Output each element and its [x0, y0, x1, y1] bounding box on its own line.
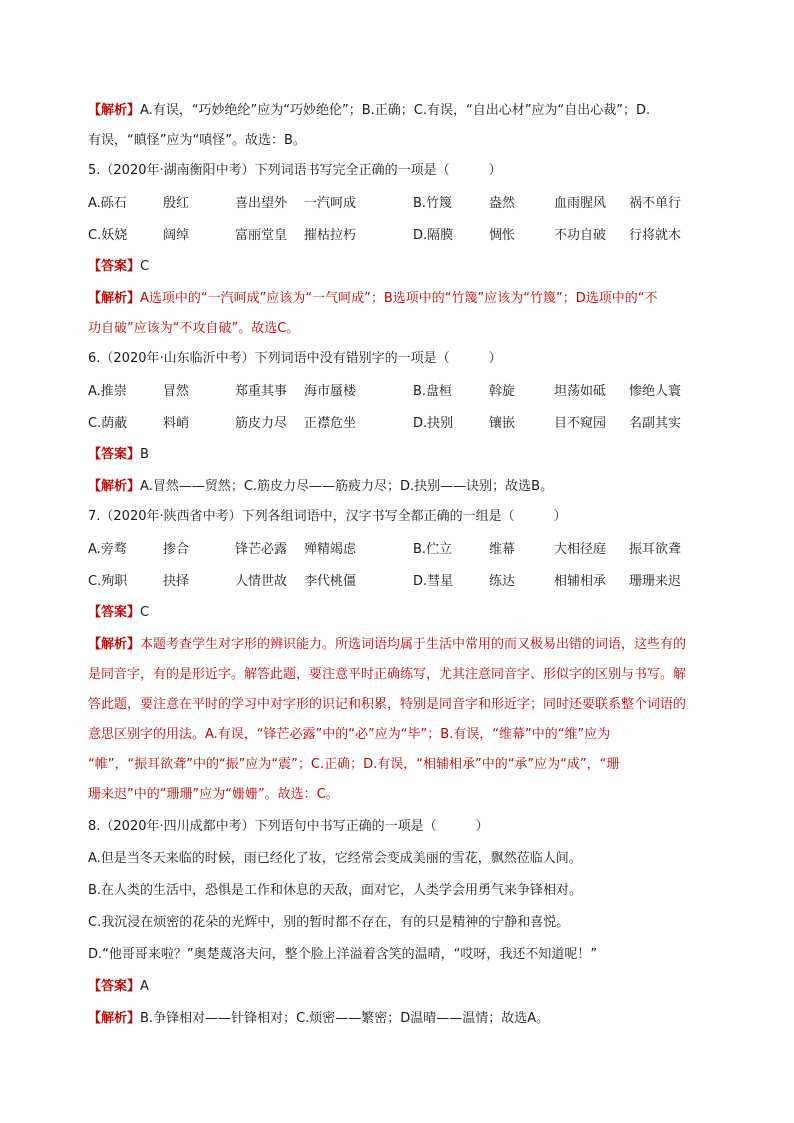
option-word: A.旁骛 [88, 542, 127, 557]
option-word: 斡旋 [489, 384, 516, 399]
answer-label: 【答案】 [88, 259, 141, 274]
option-word: 富丽堂皇 [235, 228, 288, 243]
option-word: 大相径庭 [554, 542, 607, 557]
analysis-label: 【解析】 [88, 103, 141, 118]
option-word: C.荫蔽 [88, 416, 128, 431]
question-8-option-d: D.“他哥哥来啦？”奥楚蔑洛夫问，整个脸上洋溢着含笑的温晴，“哎呀，我还不知道呢！” [88, 947, 598, 962]
option-word: 海市蜃楼 [304, 384, 357, 399]
option-word: 练达 [489, 574, 516, 589]
option-word: 维幕 [489, 542, 516, 557]
option-word: 阔绰 [163, 228, 190, 243]
analysis-q7-line-1: 【解析】本题考查学生对字形的辨识能力。所选词语均属于生活中常用的而又极易出错的词语，这些有的 [88, 637, 687, 652]
option-word: 李代桃僵 [304, 574, 357, 589]
analysis-label: 【解析】 [88, 479, 141, 494]
option-word: A.砾石 [88, 196, 127, 211]
option-word: 锋芒必露 [235, 542, 288, 557]
answer-q8: 【答案】A [88, 979, 149, 994]
option-word: C.妖娆 [88, 228, 128, 243]
analysis-q4-line-1: 【解析】A.有误，“巧妙绝纶”应为“巧妙绝伦”；B.正确；C.有误，“自出心材”应为“自出心裁”；D. [88, 103, 651, 118]
analysis-label: 【解析】 [88, 1011, 141, 1026]
option-word: 一汽呵成 [304, 196, 357, 211]
option-word: C.殉职 [88, 574, 128, 589]
option-word: 人情世故 [235, 574, 288, 589]
analysis-q7-line-4: 意思区别字的用法。A.有误，“锋芒必露”中的“必”应为“毕”；B.有误，“维幕”中的“维”应为 [88, 727, 611, 742]
option-word: D.彗星 [413, 574, 454, 589]
question-8-option-b: B.在人类的生活中，恐惧是工作和休息的天敌，面对它，人类学会用勇气来争锋相对。 [88, 883, 583, 898]
answer-q7: 【答案】C [88, 605, 150, 620]
option-word: 殚精竭虑 [304, 542, 357, 557]
question-6: 6.（2020年·山东临沂中考）下列词语中没有错别字的一项是（ ） [88, 351, 502, 366]
option-word: 振耳欲聋 [629, 542, 682, 557]
option-word: 血雨腥风 [554, 196, 607, 211]
analysis-q7-line-2: 是同音字，有的是形近字。解答此题，要注意平时正确练写，尤其注意同音字、形似字的区别与书写。解 [88, 667, 687, 682]
option-word: D.抉别 [413, 416, 454, 431]
question-8-option-c: C.我沉浸在烦密的花朵的光辉中，别的暂时都不存在，有的只是精神的宁静和喜悦。 [88, 915, 570, 930]
answer-q5: 【答案】C [88, 259, 150, 274]
option-word: 镶嵌 [489, 416, 516, 431]
option-word: 料峭 [163, 416, 190, 431]
option-word: 正襟危坐 [304, 416, 357, 431]
question-5: 5.（2020年·湖南衡阳中考）下列词语书写完全正确的一项是（ ） [88, 163, 502, 178]
option-word: 惨绝人寰 [629, 384, 682, 399]
option-word: 珊珊来迟 [629, 574, 682, 589]
answer-q6: 【答案】B [88, 447, 149, 462]
option-word: 名副其实 [629, 416, 682, 431]
option-word: D.隔膜 [413, 228, 454, 243]
option-word: 掺合 [163, 542, 190, 557]
option-word: B.盘桓 [413, 384, 453, 399]
question-7: 7.（2020年·陕西省中考）下列各组词语中，汉字书写全都正确的一组是（ ） [88, 509, 567, 524]
option-word: 不功自破 [554, 228, 607, 243]
analysis-q6-line-1: 【解析】A.冒然——贸然；C.筋皮力尽——筋疲力尽；D.抉别——诀别；故选B。 [88, 479, 554, 494]
analysis-q7-line-5: “帷”，“振耳欲聋”中的“振”应为“震”；C.正确；D.有误，“相辅相承”中的“承”应为“成”，“珊 [88, 757, 620, 772]
option-word: 惆怅 [489, 228, 516, 243]
option-word: 殷红 [163, 196, 190, 211]
option-word: 相辅相承 [554, 574, 607, 589]
answer-label: 【答案】 [88, 979, 141, 994]
option-word: 祸不单行 [629, 196, 682, 211]
analysis-q7-line-6: 珊来迟”中的“珊珊”应为“姗姗”。故选：C。 [88, 787, 339, 802]
analysis-q4-line-2: 有误，“瞋怪”应为“嗔怪”。故选：B。 [88, 133, 306, 148]
option-word: 行将就木 [629, 228, 682, 243]
option-word: 目不窥园 [554, 416, 607, 431]
option-word: 盎然 [489, 196, 516, 211]
answer-label: 【答案】 [88, 447, 141, 462]
question-8: 8.（2020年·四川成都中考）下列语句中书写正确的一项是（ ） [88, 819, 489, 834]
analysis-q7-line-3: 答此题，要注意在平时的学习中对字形的识记和积累，特别是同音字和形近字；同时还要联系整个词语的 [88, 697, 687, 712]
option-word: 抉择 [163, 574, 190, 589]
option-word: 冒然 [163, 384, 190, 399]
analysis-q8-line-1: 【解析】B.争锋相对——针锋相对；C.烦密——繁密；D温晴——温情；故选A。 [88, 1011, 550, 1026]
option-word: B.竹篾 [413, 196, 453, 211]
option-word: 坦荡如砥 [554, 384, 607, 399]
answer-label: 【答案】 [88, 605, 141, 620]
option-word: 摧枯拉朽 [304, 228, 357, 243]
option-word: B.伫立 [413, 542, 453, 557]
analysis-q5-line-2: 功自破”应该为“不攻自破”。故选C。 [88, 321, 300, 336]
analysis-label: 【解析】 [88, 637, 141, 652]
option-word: 喜出望外 [235, 196, 288, 211]
question-8-option-a: A.但是当冬天来临的时候，雨已经化了妆，它经常会变成美丽的雪花，飘然莅临人间。 [88, 851, 582, 866]
option-word: 筋皮力尽 [235, 416, 288, 431]
option-word: 郑重其事 [235, 384, 288, 399]
option-word: A.推崇 [88, 384, 127, 399]
analysis-q5-line-1: 【解析】A选项中的“一汽呵成”应该为“一气呵成”；B选项中的“竹篾”应该为“竹篾”；D选项中的“不 [88, 291, 658, 306]
analysis-label: 【解析】 [88, 291, 141, 306]
